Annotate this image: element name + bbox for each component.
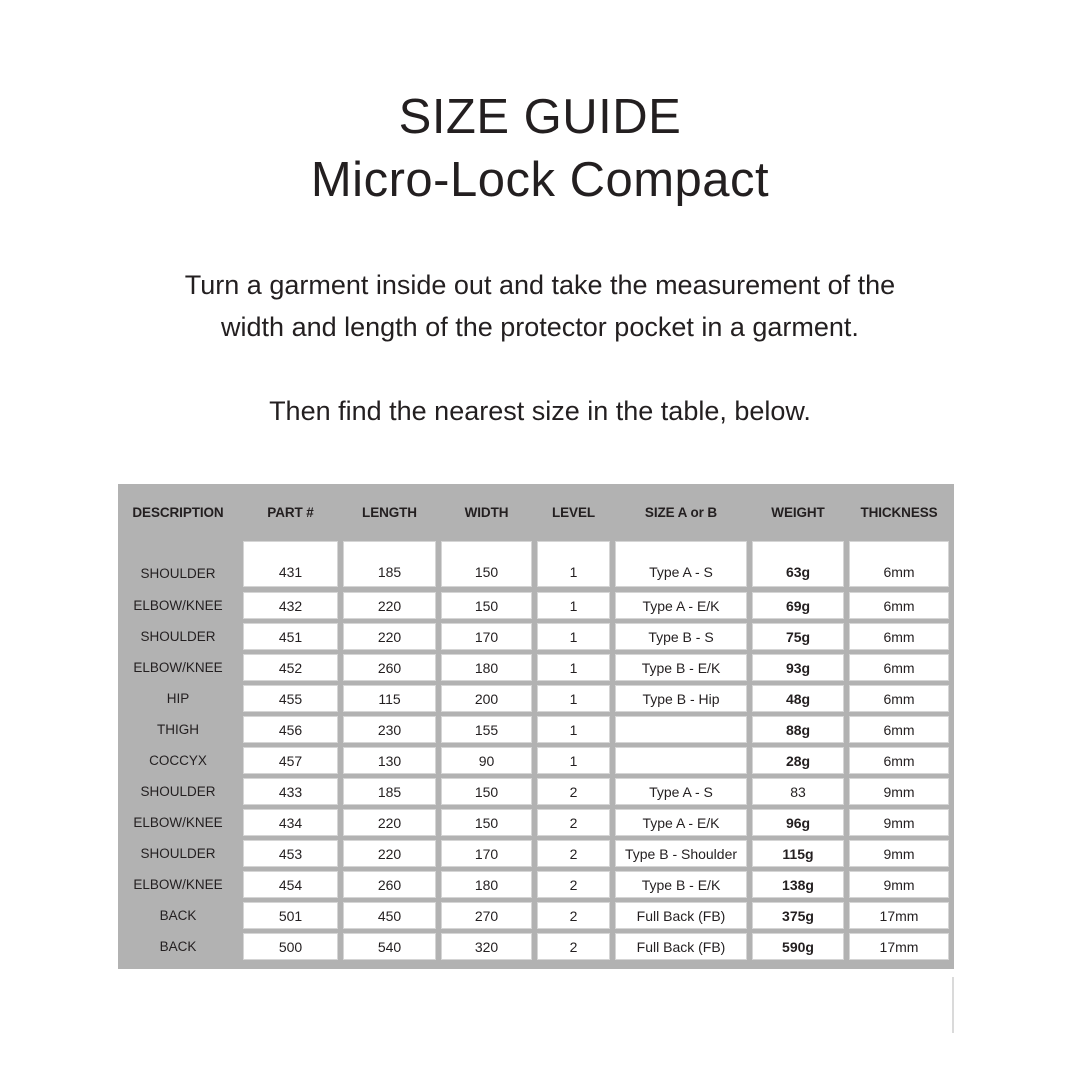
cell-size: [615, 747, 747, 774]
cell-thickness: 9mm: [849, 778, 949, 805]
instructions-line-3: Then find the nearest size in the table, below.: [269, 396, 811, 426]
cell-width: 180: [441, 871, 532, 898]
cell-weight: 375g: [752, 902, 844, 929]
cell-weight: 115g: [752, 840, 844, 867]
cell-part: 453: [243, 840, 338, 867]
cell-part: 501: [243, 902, 338, 929]
cell-description: SHOULDER: [140, 784, 216, 799]
cell-width: 155: [441, 716, 532, 743]
size-table: [118, 484, 954, 969]
cell-width: 170: [441, 840, 532, 867]
cell-description: THIGH: [157, 722, 199, 737]
cell-part: 432: [243, 592, 338, 619]
instructions-find-size: [0, 390, 1080, 432]
table-row: [118, 716, 949, 743]
column-header-width: WIDTH: [464, 505, 509, 520]
cell-size: Type B - S: [615, 623, 747, 650]
cell-weight: 138g: [752, 871, 844, 898]
column-header-thickness: THICKNESS: [860, 505, 938, 520]
instructions-measure: [0, 264, 1080, 348]
cell-width: 150: [441, 541, 532, 587]
cell-thickness: 6mm: [849, 623, 949, 650]
cell-level: 2: [537, 902, 610, 929]
column-header-part: PART #: [267, 505, 314, 520]
cell-length: 185: [343, 778, 436, 805]
cell-description: BACK: [159, 908, 197, 923]
column-header-size: SIZE A or B: [644, 505, 718, 520]
cell-width: 320: [441, 933, 532, 960]
cell-thickness: 9mm: [849, 809, 949, 836]
table-row: [118, 592, 949, 619]
column-header-weight: WEIGHT: [771, 505, 825, 520]
cell-part: 454: [243, 871, 338, 898]
cell-level: 2: [537, 840, 610, 867]
cell-length: 185: [343, 541, 436, 587]
table-row: [118, 840, 949, 867]
cell-size: Type A - S: [615, 778, 747, 805]
cell-level: 2: [537, 809, 610, 836]
cell-size: Type A - S: [615, 541, 747, 587]
cell-thickness: 9mm: [849, 871, 949, 898]
table-row: [118, 541, 949, 587]
cell-thickness: 17mm: [849, 902, 949, 929]
cell-description: ELBOW/KNEE: [133, 598, 223, 613]
cell-part: 457: [243, 747, 338, 774]
cell-length: 115: [343, 685, 436, 712]
cell-thickness: 17mm: [849, 933, 949, 960]
cell-size: Type B - Hip: [615, 685, 747, 712]
cell-level: 1: [537, 654, 610, 681]
cell-part: 500: [243, 933, 338, 960]
cell-size: Type B - E/K: [615, 871, 747, 898]
cell-width: 180: [441, 654, 532, 681]
table-body: [118, 541, 949, 960]
cell-weight: 75g: [752, 623, 844, 650]
cell-description: BACK: [159, 939, 197, 954]
cell-part: 456: [243, 716, 338, 743]
cell-size: [615, 716, 747, 743]
cell-level: 1: [537, 592, 610, 619]
cell-thickness: 6mm: [849, 541, 949, 587]
cell-width: 170: [441, 623, 532, 650]
cell-description: SHOULDER: [140, 629, 216, 644]
table-row: [118, 654, 949, 681]
column-header-level: LEVEL: [551, 505, 595, 520]
cell-description: SHOULDER: [140, 846, 216, 861]
cell-level: 1: [537, 685, 610, 712]
cell-width: 90: [441, 747, 532, 774]
cell-width: 150: [441, 592, 532, 619]
cell-thickness: 6mm: [849, 747, 949, 774]
title-line-2: Micro-Lock Compact: [310, 153, 770, 207]
cell-part: 455: [243, 685, 338, 712]
cell-length: 260: [343, 871, 436, 898]
cell-description: ELBOW/KNEE: [133, 660, 223, 675]
cell-width: 200: [441, 685, 532, 712]
cell-description: HIP: [166, 691, 190, 706]
cell-level: 1: [537, 541, 610, 587]
cell-width: 150: [441, 809, 532, 836]
cell-width: 270: [441, 902, 532, 929]
cell-thickness: 6mm: [849, 716, 949, 743]
table-row: [118, 623, 949, 650]
cell-thickness: 6mm: [849, 592, 949, 619]
cell-weight: 590g: [752, 933, 844, 960]
cell-size: Type B - Shoulder: [615, 840, 747, 867]
cell-level: 2: [537, 933, 610, 960]
cell-length: 220: [343, 592, 436, 619]
table-header-row: [118, 484, 949, 541]
cell-weight: 88g: [752, 716, 844, 743]
cell-level: 1: [537, 747, 610, 774]
cell-length: 130: [343, 747, 436, 774]
cell-size: Full Back (FB): [615, 902, 747, 929]
cell-thickness: 9mm: [849, 840, 949, 867]
cell-part: 431: [243, 541, 338, 587]
column-header-length: LENGTH: [362, 505, 417, 520]
cell-length: 450: [343, 902, 436, 929]
title-line-1: SIZE GUIDE: [398, 90, 682, 144]
cell-length: 230: [343, 716, 436, 743]
cell-width: 150: [441, 778, 532, 805]
cell-part: 434: [243, 809, 338, 836]
cell-weight: 96g: [752, 809, 844, 836]
cell-part: 452: [243, 654, 338, 681]
cell-length: 540: [343, 933, 436, 960]
cell-size: Type A - E/K: [615, 809, 747, 836]
cell-level: 2: [537, 778, 610, 805]
page-title: [0, 86, 1080, 212]
cell-description: COCCYX: [149, 753, 207, 768]
cell-size: Type B - E/K: [615, 654, 747, 681]
cell-level: 2: [537, 871, 610, 898]
table-row: [118, 902, 949, 929]
instructions-line-2: width and length of the protector pocket in a garment.: [221, 312, 859, 342]
cell-length: 220: [343, 623, 436, 650]
page-edge-line: [952, 977, 954, 1033]
table-row: [118, 747, 949, 774]
cell-description: ELBOW/KNEE: [133, 815, 223, 830]
table-row: [118, 685, 949, 712]
cell-size: Type A - E/K: [615, 592, 747, 619]
table-row: [118, 933, 949, 960]
table-row: [118, 809, 949, 836]
cell-weight: 63g: [752, 541, 844, 587]
cell-part: 433: [243, 778, 338, 805]
cell-size: Full Back (FB): [615, 933, 747, 960]
column-header-description: DESCRIPTION: [132, 505, 224, 520]
cell-level: 1: [537, 716, 610, 743]
cell-length: 260: [343, 654, 436, 681]
cell-weight: 93g: [752, 654, 844, 681]
cell-description: ELBOW/KNEE: [133, 877, 223, 892]
cell-length: 220: [343, 840, 436, 867]
cell-weight: 28g: [752, 747, 844, 774]
cell-thickness: 6mm: [849, 654, 949, 681]
cell-description: SHOULDER: [140, 566, 216, 581]
cell-weight: 83: [752, 778, 844, 805]
table-row: [118, 871, 949, 898]
cell-part: 451: [243, 623, 338, 650]
table-row: [118, 778, 949, 805]
cell-weight: 69g: [752, 592, 844, 619]
cell-level: 1: [537, 623, 610, 650]
cell-weight: 48g: [752, 685, 844, 712]
instructions-line-1: Turn a garment inside out and take the measurement of the: [184, 270, 896, 300]
cell-length: 220: [343, 809, 436, 836]
cell-thickness: 6mm: [849, 685, 949, 712]
